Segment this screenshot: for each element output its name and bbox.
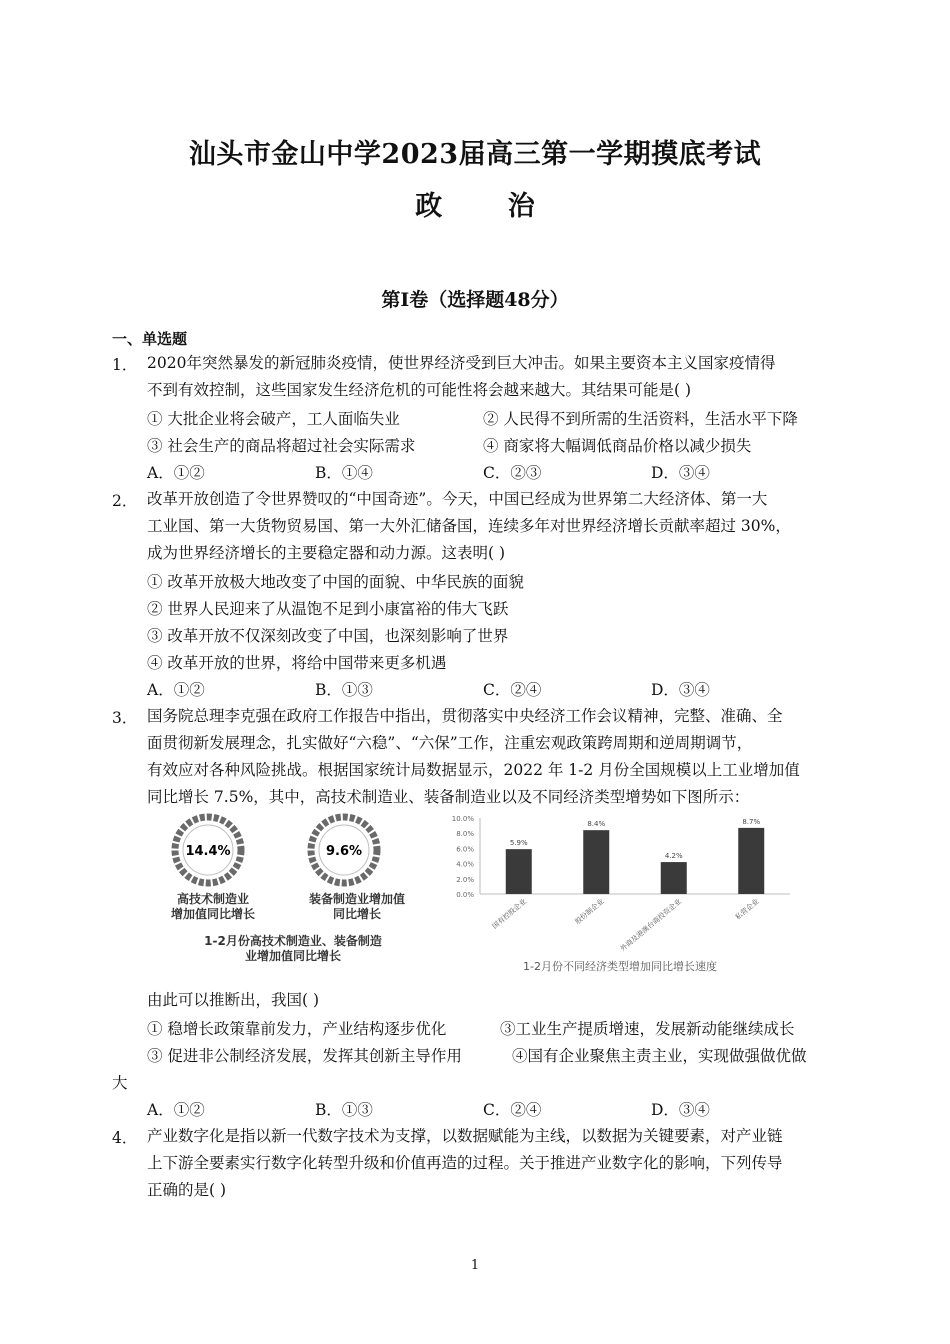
donut-2: [311, 817, 377, 883]
q1-number: 1．: [112, 356, 138, 374]
q1-line-1: 2020年突然暴发的新冠肺炎疫情，使世界经济受到巨大冲击。如果主要资本主义国家疫情得: [147, 354, 776, 372]
donut-1: [175, 817, 241, 883]
x-category-label: 国有控股企业: [490, 897, 529, 931]
q4-line-2: 上下游全要素实行数字化转型升级和价值再造的过程。关于推进产业数字化的影响，下列传导: [147, 1154, 783, 1172]
q2-item-2: ② 世界人民迎来了从温饱不足到小康富裕的伟大飞跃: [147, 600, 509, 618]
q3-number: 3．: [112, 709, 138, 727]
x-category-label: 私营企业: [733, 897, 761, 922]
exam-title: 汕头市金山中学2023届高三第一学期摸底考试: [188, 139, 762, 170]
q2-number: 2．: [112, 492, 138, 510]
q1-choice-d[interactable]: D．③④: [651, 464, 710, 482]
volume-title: 第Ⅰ卷（选择题48分）: [381, 289, 569, 311]
q2-line-3: 成为世界经济增长的主要稳定器和动力源。这表明( ): [147, 544, 506, 562]
y-tick-label: 10.0%: [451, 815, 474, 823]
q1-item-4: ④ 商家将大幅调低商品价格以减少损失: [483, 437, 752, 455]
q2-choice-d[interactable]: D．③④: [651, 681, 710, 699]
bar-value-label: 8.4%: [587, 820, 606, 829]
q1-item-1: ① 大批企业将会破产，工人面临失业: [147, 410, 400, 428]
bar-2: [583, 830, 609, 894]
bar-chart-svg: [440, 808, 800, 958]
q4-number: 4．: [112, 1129, 138, 1147]
bar-value-label: 8.7%: [742, 817, 761, 826]
q3-line-1: 国务院总理李克强在政府工作报告中指出，贯彻落实中央经济工作会议精神，完整、准确、全: [147, 707, 783, 725]
bar-1: [506, 849, 532, 894]
bar-chart-title: 1-2月份不同经济类型增加同比增长速度: [523, 960, 717, 973]
donut-1-caption-line-1: 高技术制造业: [176, 892, 249, 906]
bar-value-label: 4.2%: [664, 852, 683, 861]
q2-choice-b[interactable]: B．①③: [315, 681, 373, 699]
donut-figure: [148, 808, 438, 978]
section-heading: 一、单选题: [112, 330, 188, 348]
q2-item-1: ① 改革开放极大地改变了中国的面貌、中华民族的面貌: [147, 573, 524, 591]
q2-item-4: ④ 改革开放的世界，将给中国带来更多机遇: [147, 654, 447, 672]
q1-choice-b[interactable]: B．①④: [315, 464, 373, 482]
q2-item-3: ③ 改革开放不仅深刻改变了中国，也深刻影响了世界: [147, 627, 509, 645]
bar-value-label: 5.9%: [509, 839, 528, 848]
bar-3: [661, 862, 687, 894]
donut-figure-caption-line-2: 业增加值同比增长: [244, 949, 341, 963]
donut-1-caption: [148, 892, 278, 922]
q3-line-4: 同比增长 7.5%，其中，高技术制造业、装备制造业以及不同经济类型增势如下图所示：: [147, 788, 750, 806]
q1-item-3: ③ 社会生产的商品将超过社会实际需求: [147, 437, 416, 455]
donut-figure-caption: [158, 934, 428, 964]
donut-1-caption-line-2: 增加值同比增长: [170, 907, 255, 921]
q3-choice-c[interactable]: C．②④: [483, 1101, 542, 1119]
q2-line-1: 改革开放创造了令世界赞叹的“中国奇迹”。今天，中国已经成为世界第二大经济体、第一大: [147, 490, 768, 508]
q3-choice-a[interactable]: A．①②: [147, 1101, 205, 1119]
donut-2-caption-line-1: 装备制造业增加值: [308, 892, 405, 906]
q1-choice-a[interactable]: A．①②: [147, 464, 205, 482]
q4-line-1: 产业数字化是指以新一代数字技术为支撑，以数据赋能为主线，以数据为关键要素，对产业链: [147, 1127, 783, 1145]
y-tick-label: 4.0%: [456, 860, 474, 869]
q3-item-4: ④国有企业聚焦主责主业，实现做强做优做: [512, 1047, 807, 1065]
q3-item-2: ③工业生产提质增速，发展新动能继续成长: [500, 1020, 795, 1038]
y-tick-label: 0.0%: [456, 891, 474, 899]
q4-line-3: 正确的是( ): [147, 1181, 227, 1199]
q1-choice-c[interactable]: C．②③: [483, 464, 542, 482]
q3-item-3: ③ 促进非公制经济发展，发挥其创新主导作用: [147, 1047, 462, 1065]
q3-after-text: 由此可以推断出，我国( ): [147, 991, 320, 1009]
bar-4: [738, 828, 764, 894]
q3-choice-b[interactable]: B．①③: [315, 1101, 373, 1119]
donut-2-caption-line-2: 同比增长: [332, 907, 381, 921]
donut-1-value: 14.4%: [185, 844, 231, 859]
y-tick-label: 8.0%: [456, 830, 474, 839]
q2-line-2: 工业国、第一大货物贸易国、第一大外汇储备国，连续多年对世界经济增长贡献率超过 30%，: [147, 517, 791, 535]
donut-figure-caption-line-1: 1-2月份高技术制造业、装备制造: [204, 934, 382, 948]
bar-chart-figure: [440, 808, 800, 978]
subject-title: 政 治: [415, 191, 563, 222]
q3-choice-d[interactable]: D．③④: [651, 1101, 710, 1119]
q3-item-4-wrap: 大: [112, 1074, 128, 1092]
y-tick-label: 6.0%: [456, 845, 474, 854]
page-number: 1: [470, 1258, 480, 1273]
x-category-label: 股份制企业: [573, 897, 606, 927]
q1-line-2: 不到有效控制，这些国家发生经济危机的可能性将会越来越大。其结果可能是( ): [147, 381, 692, 399]
q2-choice-a[interactable]: A．①②: [147, 681, 205, 699]
y-tick-label: 2.0%: [456, 875, 474, 884]
q1-item-2: ② 人民得不到所需的生活资料，生活水平下降: [483, 410, 798, 428]
x-category-label: 外商及港澳台商投资企业: [618, 897, 684, 954]
q3-item-1: ① 稳增长政策靠前发力，产业结构逐步优化: [147, 1020, 447, 1038]
donut-2-caption: [282, 892, 432, 922]
donut-2-value: 9.6%: [325, 844, 363, 859]
q3-line-3: 有效应对各种风险挑战。根据国家统计局数据显示，2022 年 1-2 月份全国规模以上工业增加值: [147, 761, 800, 779]
q2-choice-c[interactable]: C．②④: [483, 681, 542, 699]
q3-line-2: 面贯彻新发展理念，扎实做好“六稳”、“六保”工作，注重宏观政策跨周期和逆周期调节，: [147, 734, 753, 752]
